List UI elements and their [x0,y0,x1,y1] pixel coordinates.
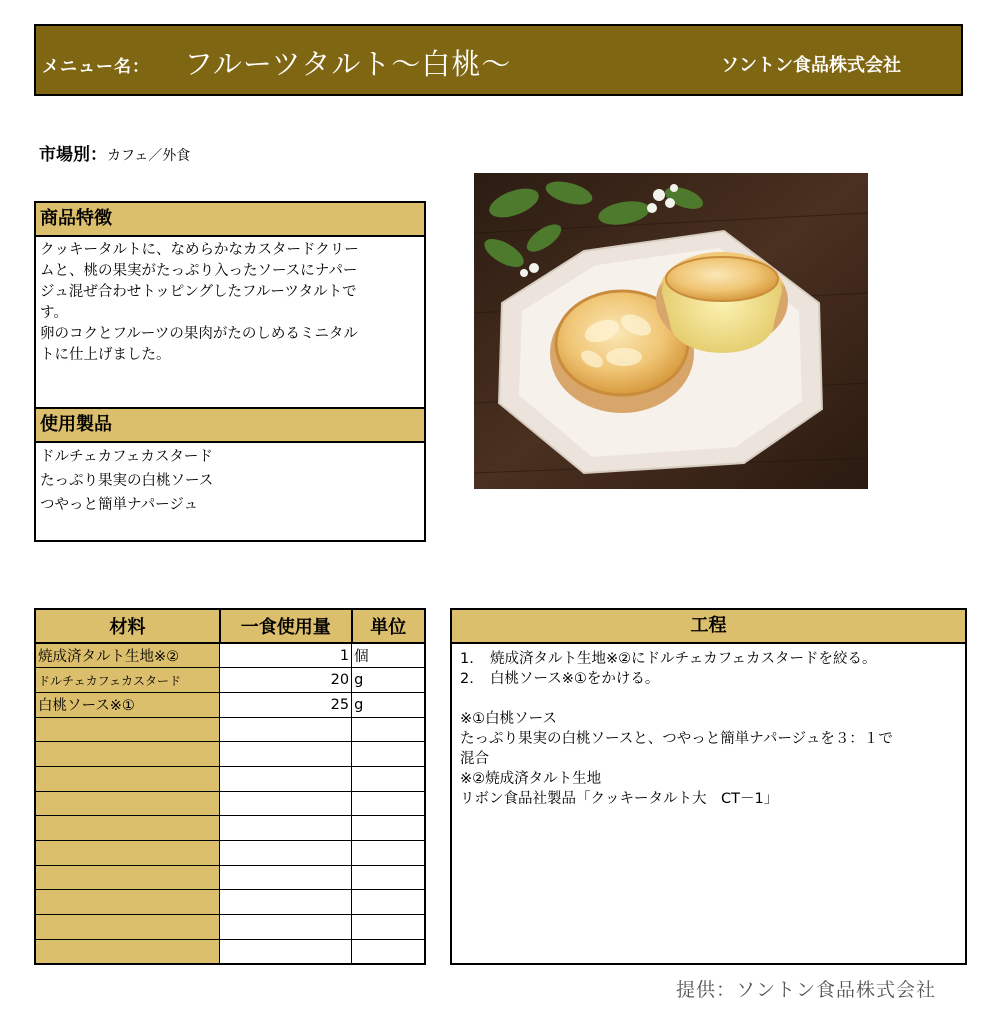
empty-cell [35,766,220,791]
ingredient-name: ドルチェカフェカスタード [35,668,220,693]
credit-text: 提供：ソントン食品株式会社 [676,979,937,1001]
empty-cell [35,841,220,866]
table-row-empty [35,791,425,816]
empty-cell [35,816,220,841]
empty-cell [220,717,352,742]
process-note: 混合 [460,751,489,767]
ingredient-unit: g [352,668,425,693]
process-content [452,644,965,814]
table-row [35,692,425,717]
table-row-empty [35,816,425,841]
col-header-amount: 一食使用量 [220,609,352,643]
process-heading: 工程 [452,610,965,644]
company-name: ソントン食品株式会社 [721,55,901,76]
ingredient-unit: g [352,692,425,717]
table-row-empty [35,742,425,767]
table-row-empty [35,717,425,742]
empty-cell [35,890,220,915]
ingredient-name: 白桃ソース※① [35,692,220,717]
empty-cell [352,816,425,841]
tart-photo [474,173,868,489]
used-products-box [34,407,426,542]
table-row-empty [35,890,425,915]
process-note: ※②焼成済タルト生地 [460,771,602,787]
process-step [460,669,957,689]
empty-cell [220,816,352,841]
market-segment [39,140,190,165]
feature-line: ジュ混ぜ合わせトッピングしたフルーツタルトで [40,284,357,300]
empty-cell [352,791,425,816]
empty-cell [35,915,220,940]
table-row-empty [35,766,425,791]
menu-name-label: メニュー名： [42,57,150,77]
empty-cell [352,841,425,866]
feature-line: ムと、桃の果実がたっぷり入ったソースにナパー [40,263,358,279]
ingredient-amount: 20 [220,668,352,693]
feature-line: 卵のコクとフルーツの果肉がたのしめるミニタル [40,326,358,342]
ingredient-amount: 1 [220,643,352,668]
process-step [460,649,957,669]
empty-cell [220,766,352,791]
product-item: たっぷり果実の白桃ソース [40,473,214,489]
table-row-empty [35,939,425,964]
process-note: ※①白桃ソース [460,711,557,727]
process-note: たっぷり果実の白桃ソースと、つやっと簡単ナパージュを３：１で [460,731,893,747]
empty-cell [35,742,220,767]
empty-cell [352,717,425,742]
table-row-empty [35,915,425,940]
feature-line: クッキータルトに、なめらかなカスタードクリー [40,242,359,258]
used-products-list [36,443,424,520]
table-row-empty [35,841,425,866]
product-item: ドルチェカフェカスタード [40,449,213,465]
table-row [35,643,425,668]
menu-title: フルーツタルト〜白桃〜 [184,47,512,81]
empty-cell [352,915,425,940]
process-note: リボン食品社製品「クッキータルト大 CT－1」 [460,791,779,807]
empty-cell [220,915,352,940]
empty-cell [220,865,352,890]
empty-cell [35,865,220,890]
ingredients-table [34,608,426,965]
empty-cell [352,742,425,767]
col-header-ingredient: 材料 [35,609,220,643]
step-text: 焼成済タルト生地※②にドルチェカフェカスタードを絞る。 [490,651,877,667]
empty-cell [220,791,352,816]
market-value: カフェ／外食 [107,148,191,164]
menu-header [34,24,963,96]
feature-line: す。 [40,305,68,321]
feature-line: トに仕上げました。 [40,347,171,363]
empty-cell [352,865,425,890]
product-features-box [34,201,426,408]
empty-cell [352,890,425,915]
ingredient-name: 焼成済タルト生地※② [35,643,220,668]
table-row [35,668,425,693]
product-features-text [36,237,424,369]
empty-cell [220,939,352,964]
process-box [450,608,967,965]
market-label: 市場別： [39,145,107,165]
used-products-heading: 使用製品 [36,409,424,443]
empty-cell [352,766,425,791]
ingredient-unit: 個 [352,643,425,668]
empty-cell [35,717,220,742]
empty-cell [220,742,352,767]
step-text: 白桃ソース※①をかける。 [490,671,660,687]
empty-cell [352,939,425,964]
empty-cell [35,939,220,964]
step-number: 1. [460,651,474,667]
product-features-heading: 商品特徴 [36,203,424,237]
col-header-unit: 単位 [352,609,425,643]
product-item: つやっと簡単ナパージュ [40,497,199,513]
step-number: 2. [460,671,474,687]
table-row-empty [35,865,425,890]
ingredient-amount: 25 [220,692,352,717]
empty-cell [220,841,352,866]
empty-cell [35,791,220,816]
empty-cell [220,890,352,915]
